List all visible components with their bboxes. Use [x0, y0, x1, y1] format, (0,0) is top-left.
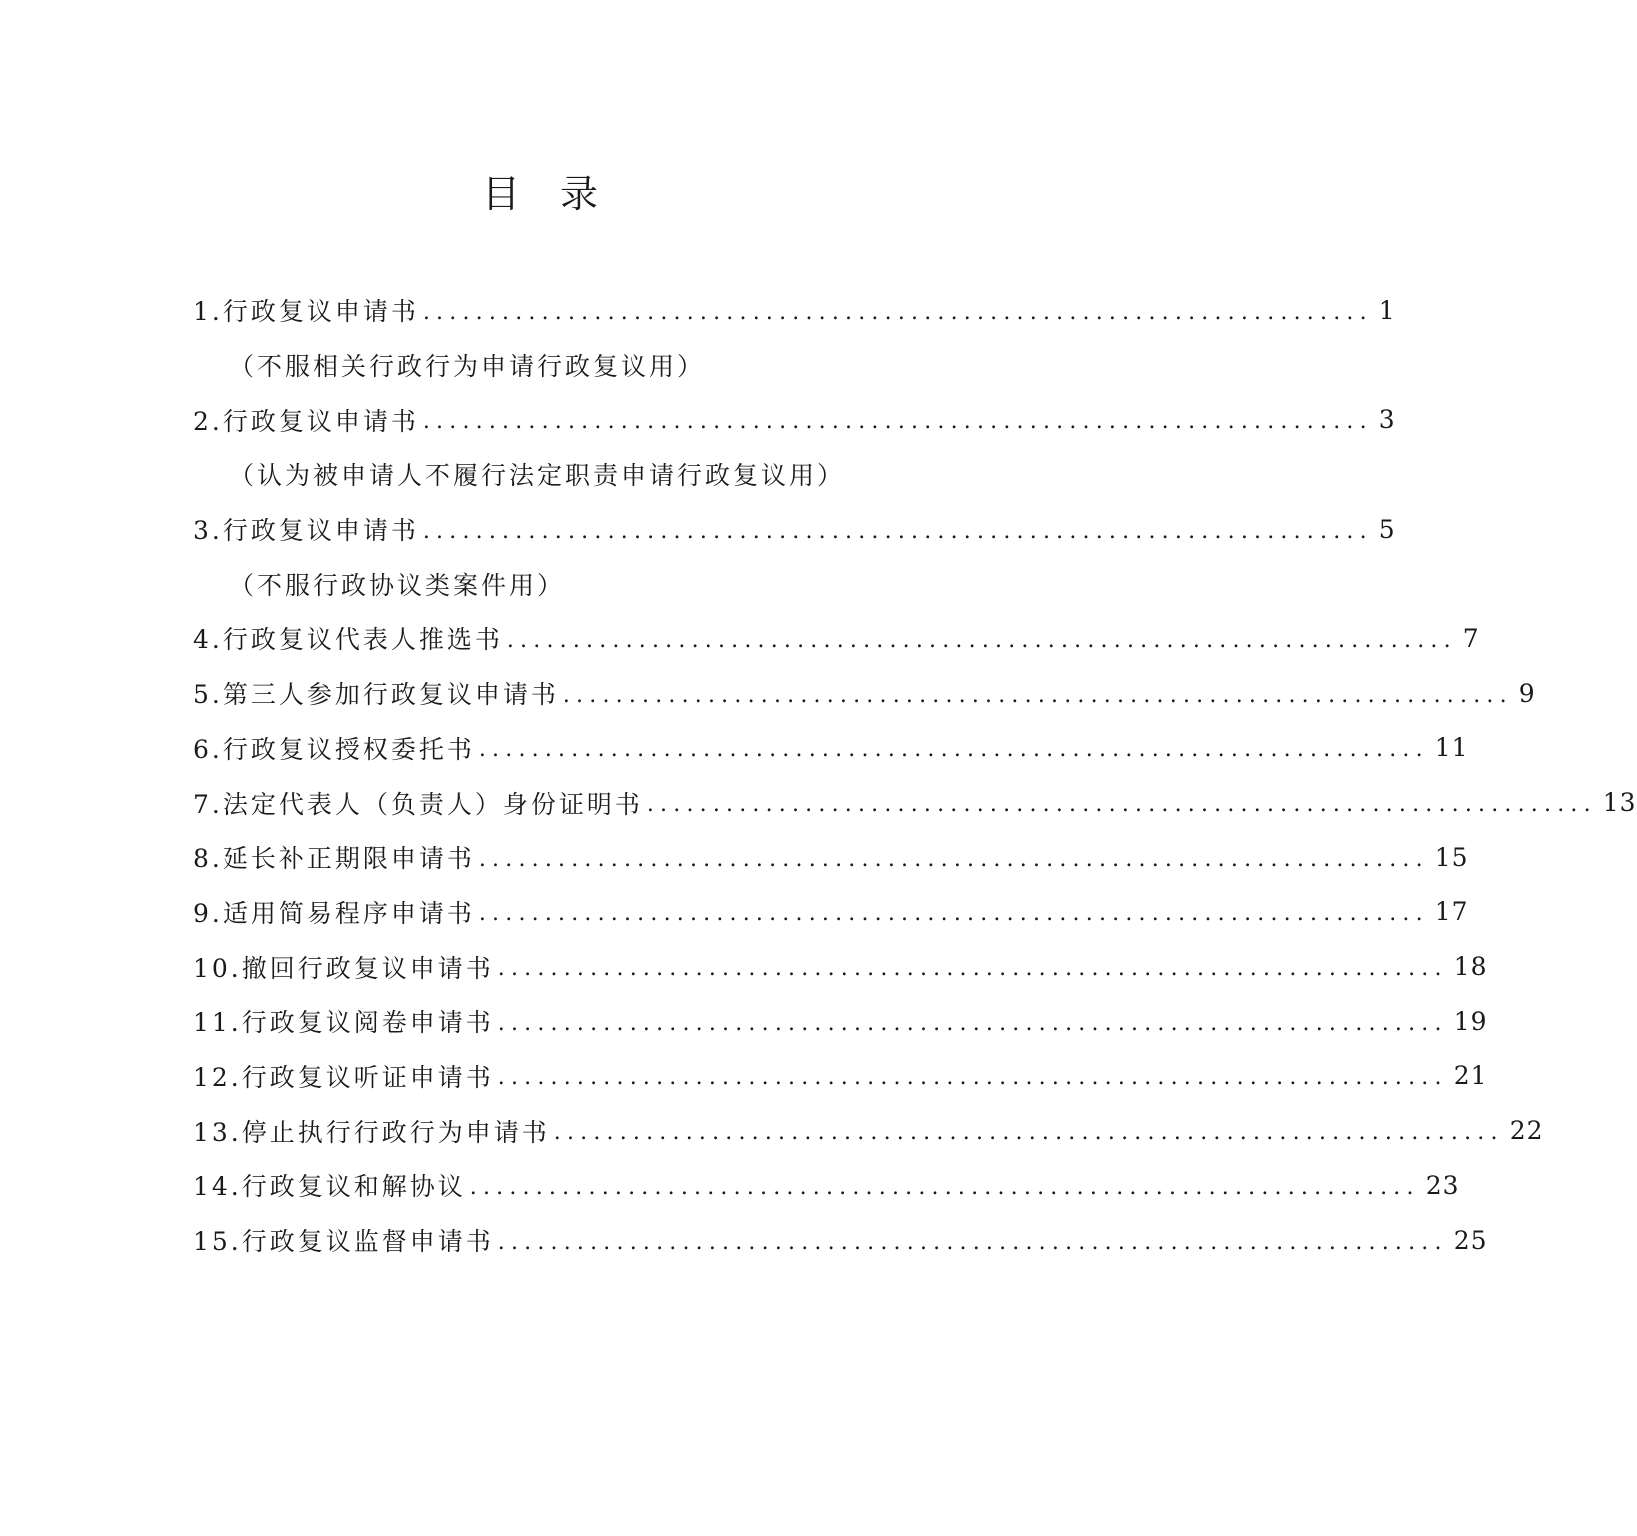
dot-leader: ........................................................................ — [562, 682, 1513, 708]
toc-entry-note — [193, 338, 938, 393]
dot-leader: ........................................................................ — [478, 901, 1429, 927]
toc-page-number: 23 — [1425, 1170, 1460, 1200]
toc-page-number: 5 — [1378, 514, 1396, 544]
title-char-1: 目 — [481, 172, 520, 216]
toc-page-number: 13 — [1602, 788, 1637, 818]
toc-entry[interactable] — [193, 392, 1396, 447]
toc-note-text: （不服相关行政行为申请行政复议用） — [229, 352, 706, 382]
toc-page-number: 7 — [1462, 623, 1480, 653]
toc-entry[interactable] — [193, 994, 1488, 1049]
toc-entry[interactable] — [193, 1103, 1544, 1158]
dot-leader: ........................................................................ — [497, 1229, 1448, 1255]
dot-leader: ........................................................................ — [497, 1010, 1448, 1036]
toc-page-number: 15 — [1434, 842, 1469, 872]
toc-entry[interactable] — [193, 1213, 1488, 1268]
toc-page-number: 1 — [1378, 295, 1396, 325]
toc-entry[interactable] — [193, 939, 1488, 994]
toc-entry[interactable] — [193, 830, 1469, 885]
toc-entry-label: 14.行政复议和解协议 — [193, 1172, 466, 1202]
toc-page-number: 11 — [1434, 733, 1469, 763]
toc-page-number: 9 — [1518, 678, 1536, 708]
toc-entry-label: 1.行政复议申请书 — [193, 297, 419, 327]
toc-entry-note — [193, 447, 938, 502]
dot-leader: ........................................................................ — [422, 518, 1373, 544]
toc-entry-label: 5.第三人参加行政复议申请书 — [193, 680, 559, 710]
toc-page-number: 21 — [1453, 1061, 1488, 1091]
toc-entry[interactable] — [193, 1049, 1488, 1104]
toc-entry[interactable] — [193, 283, 1396, 338]
toc-entry-label: 11.行政复议阅卷申请书 — [193, 1008, 494, 1038]
toc-entry-label: 9.适用简易程序申请书 — [193, 898, 475, 928]
toc-entry-label: 7.法定代表人（负责人）身份证明书 — [193, 789, 643, 819]
toc-page-number: 17 — [1434, 897, 1469, 927]
toc-entry-label: 6.行政复议授权委托书 — [193, 734, 475, 764]
title-char-2: 录 — [560, 172, 599, 216]
toc-note-text: （认为被申请人不履行法定职责申请行政复议用） — [229, 461, 846, 491]
toc-note-text: （不服行政协议类案件用） — [229, 570, 566, 600]
toc-entry[interactable] — [193, 1158, 1460, 1213]
dot-leader: ........................................................................ — [422, 299, 1373, 325]
toc-entry[interactable] — [193, 611, 1480, 666]
page-title — [0, 166, 1080, 222]
dot-leader: ........................................................................ — [553, 1120, 1504, 1146]
toc-entry-label: 2.行政复议申请书 — [193, 406, 419, 436]
toc-entry[interactable] — [193, 502, 1396, 557]
toc-entry[interactable] — [193, 721, 1469, 776]
toc-entry[interactable] — [193, 775, 1637, 830]
dot-leader: ........................................................................ — [478, 737, 1429, 763]
dot-leader: ........................................................................ — [469, 1174, 1420, 1200]
dot-leader: ........................................................................ — [497, 1065, 1448, 1091]
dot-leader: ........................................................................ — [646, 792, 1597, 818]
toc-entry-label: 3.行政复议申请书 — [193, 516, 419, 546]
dot-leader: ........................................................................ — [497, 956, 1448, 982]
toc-entry-label: 13.停止执行行政行为申请书 — [193, 1117, 550, 1147]
toc-entry-label: 12.行政复议听证申请书 — [193, 1062, 494, 1092]
toc-entry[interactable] — [193, 885, 1469, 940]
dot-leader: ........................................................................ — [422, 409, 1373, 435]
toc-entry-note — [193, 556, 938, 611]
toc-page-number: 19 — [1453, 1006, 1488, 1036]
toc-page-number: 18 — [1453, 952, 1488, 982]
toc-page-number: 22 — [1509, 1116, 1544, 1146]
toc-page-number: 25 — [1453, 1225, 1488, 1255]
dot-leader: ........................................................................ — [506, 627, 1457, 653]
toc-page-number: 3 — [1378, 405, 1396, 435]
toc-entry[interactable] — [193, 666, 1536, 721]
toc-entry-label: 8.延长补正期限申请书 — [193, 844, 475, 874]
table-of-contents — [193, 283, 1637, 1267]
toc-entry-label: 10.撤回行政复议申请书 — [193, 953, 494, 983]
toc-entry-label: 4.行政复议代表人推选书 — [193, 625, 503, 655]
dot-leader: ........................................................................ — [478, 846, 1429, 872]
toc-entry-label: 15.行政复议监督申请书 — [193, 1227, 494, 1257]
